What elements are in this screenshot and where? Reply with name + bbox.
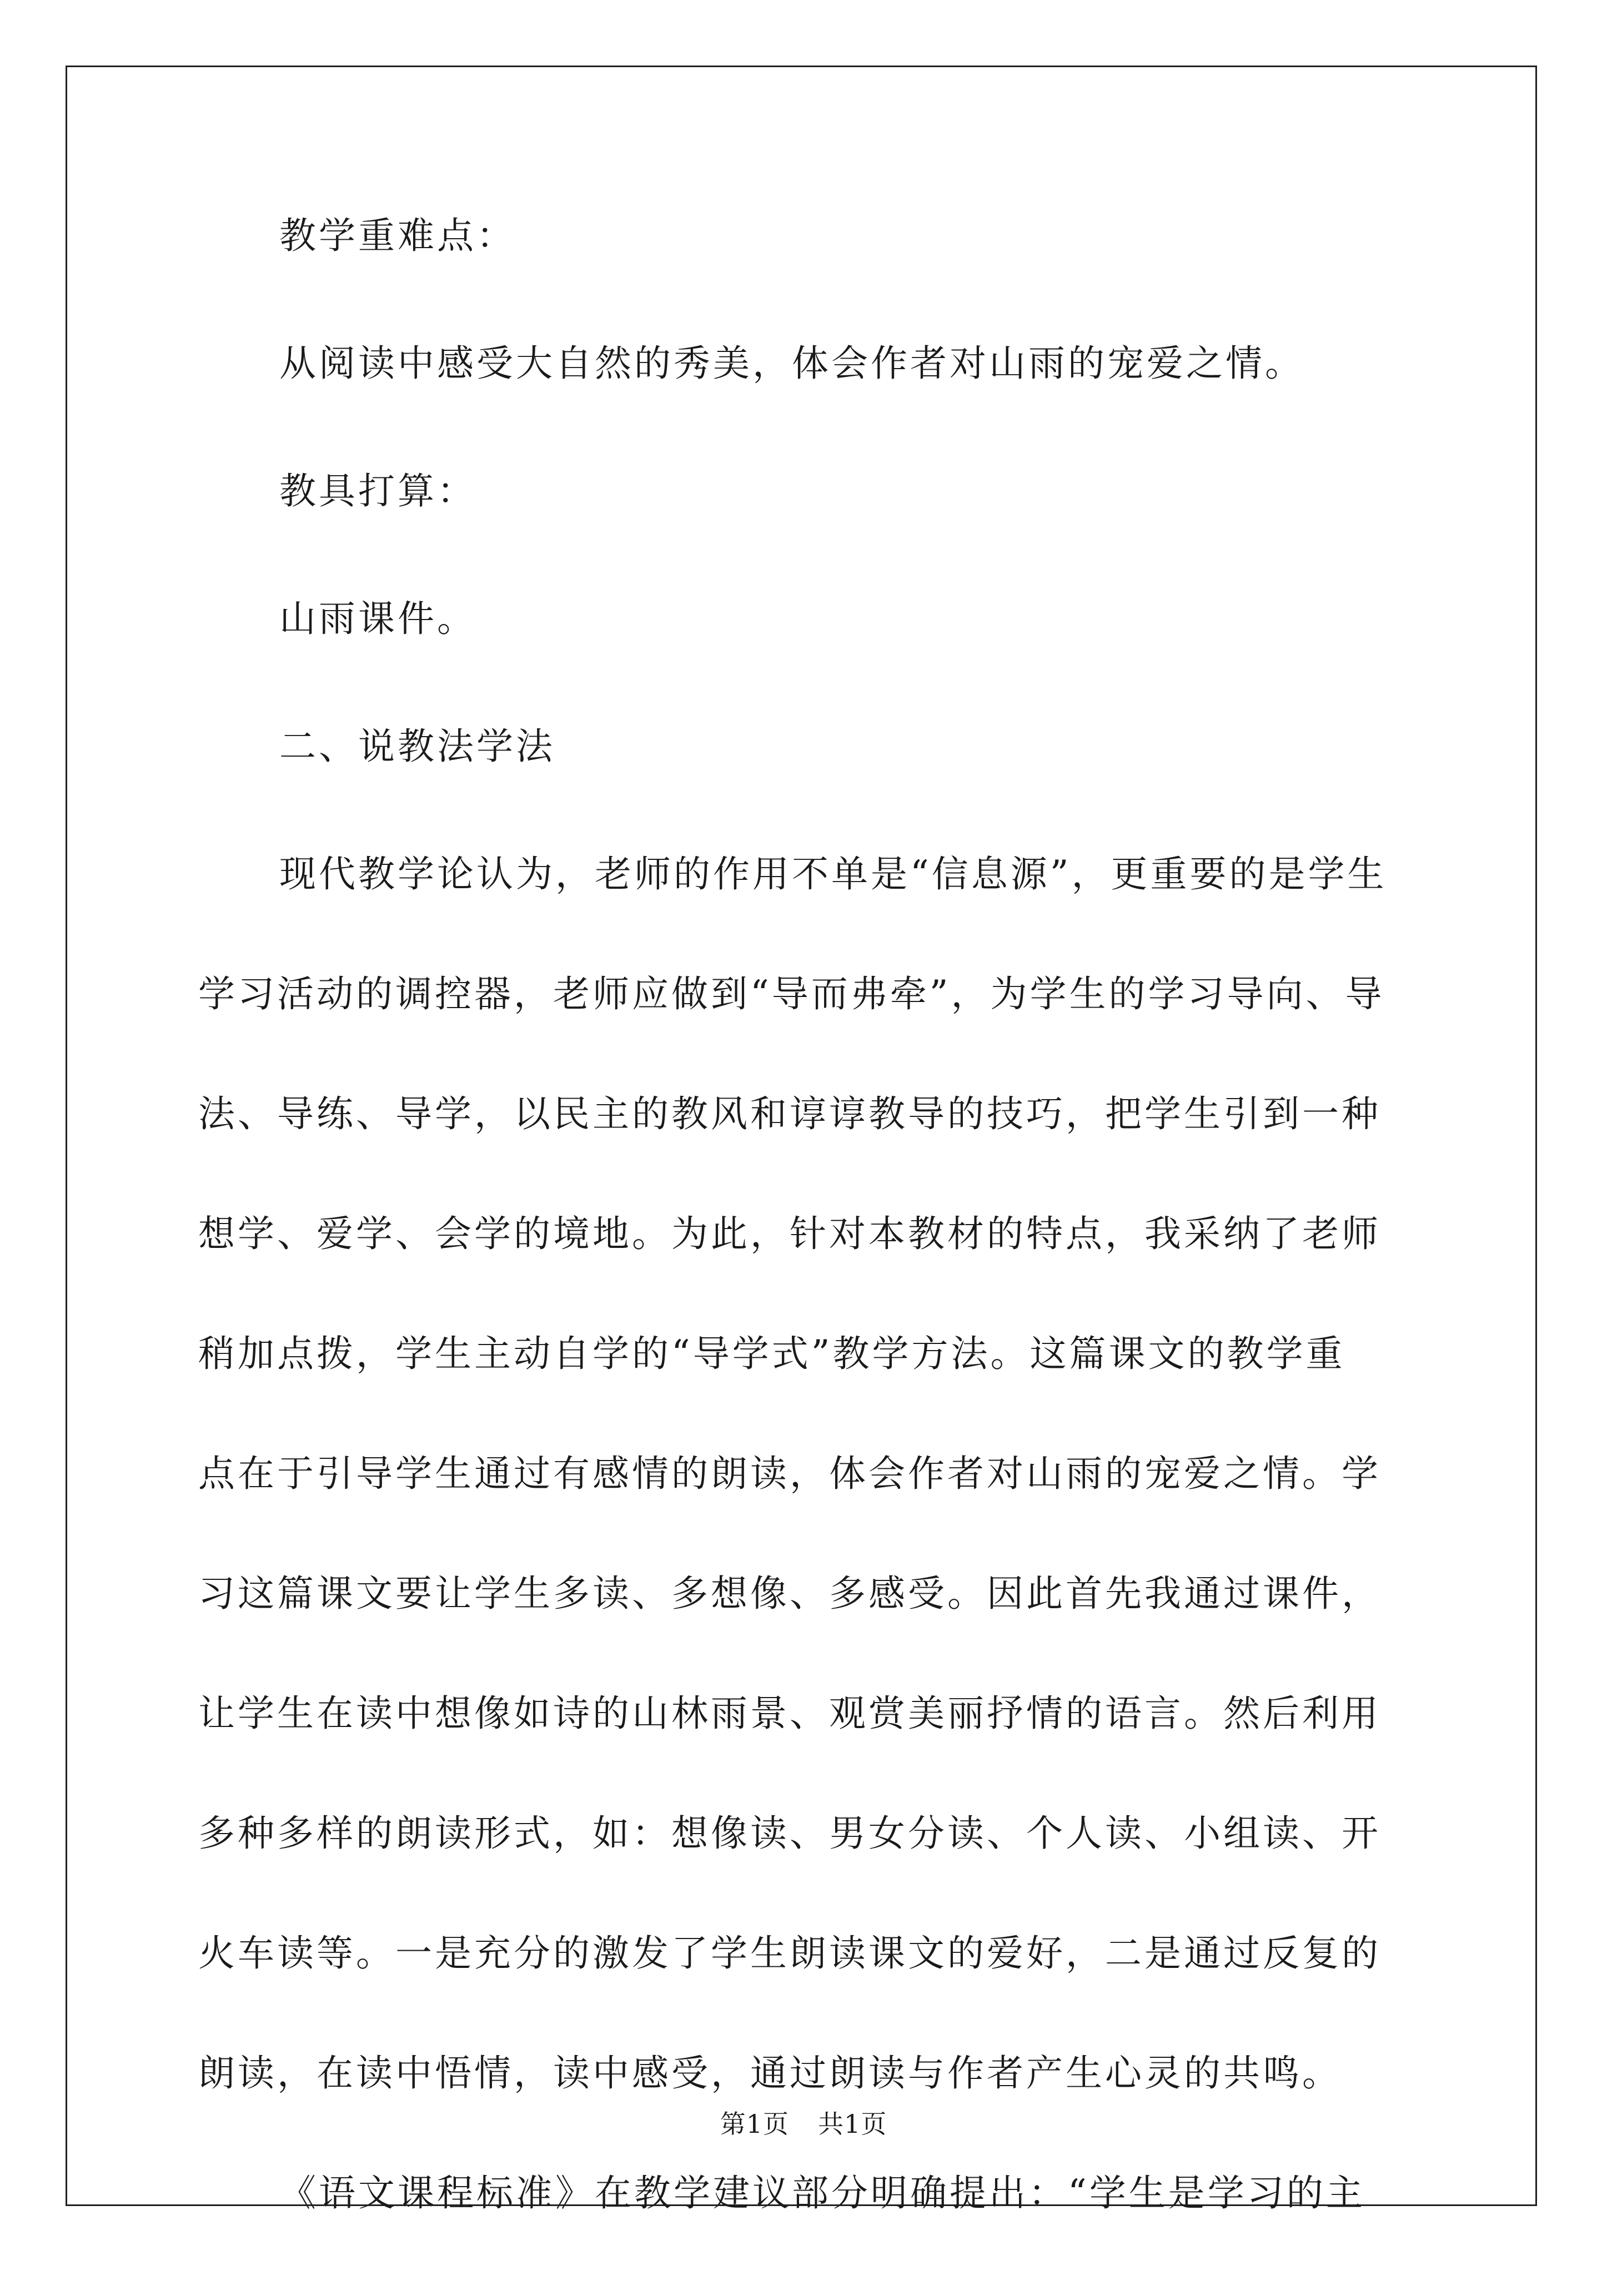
paragraph-line: 想学、爱学、会学的境地。为此，针对本教材的特点，我采纳了老师 (198, 1212, 1381, 1255)
paragraph-line: 现代教学论认为，老师的作用不单是“信息源”，更重要的是学生 (279, 853, 1387, 895)
paragraph-teaching-method (198, 849, 1414, 2098)
paragraph-line: 多种多样的朗读形式，如：想像读、男女分读、个人读、小组读、开 (198, 1812, 1381, 1855)
page-number-total: 共1页 (818, 2109, 887, 2139)
paragraph-line: 稍加点拨，学生主动自学的“导学式”教学方法。这篇课文的教学重 (198, 1332, 1345, 1375)
paragraph-line: 法、导练、导学，以民主的教风和谆谆教导的技巧，把学生引到一种 (198, 1092, 1381, 1135)
page-footer (0, 2104, 1607, 2141)
paragraph-line: 点在于引导学生通过有感情的朗读，体会作者对山雨的宠爱之情。学 (198, 1452, 1381, 1495)
paragraph-curriculum-standard: 《语文课程标准》在教学建议部分明确提出：“学生是学习的主 (279, 2172, 1365, 2214)
paragraph-line: 火车读等。一是充分的激发了学生朗读课文的爱好，二是通过反复的 (198, 1932, 1381, 1975)
page-number-current: 第1页 (720, 2109, 789, 2139)
paragraph-line: 让学生在读中想像如诗的山林雨景、观赏美丽抒情的语言。然后利用 (198, 1692, 1381, 1735)
heading-section-two: 二、说教法学法 (279, 725, 555, 768)
paragraph-line: 朗读，在读中悟情，读中感受，通过朗读与作者产生心灵的共鸣。 (198, 2052, 1342, 2094)
document-body (198, 211, 1414, 2296)
heading-key-difficulties: 教学重难点： (279, 214, 516, 257)
key-difficulties-text: 从阅读中感受大自然的秀美，体会作者对山雨的宠爱之情。 (279, 342, 1304, 385)
paragraph-line: 习这篇课文要让学生多读、多想像、多感受。因此首先我通过课件， (198, 1572, 1381, 1615)
paragraph-line: 学习活动的调控器，老师应做到“导而弗牵”，为学生的学习导向、导 (198, 973, 1385, 1015)
teaching-aids-text: 山雨课件。 (279, 597, 476, 640)
heading-teaching-aids: 教具打算： (279, 470, 476, 512)
